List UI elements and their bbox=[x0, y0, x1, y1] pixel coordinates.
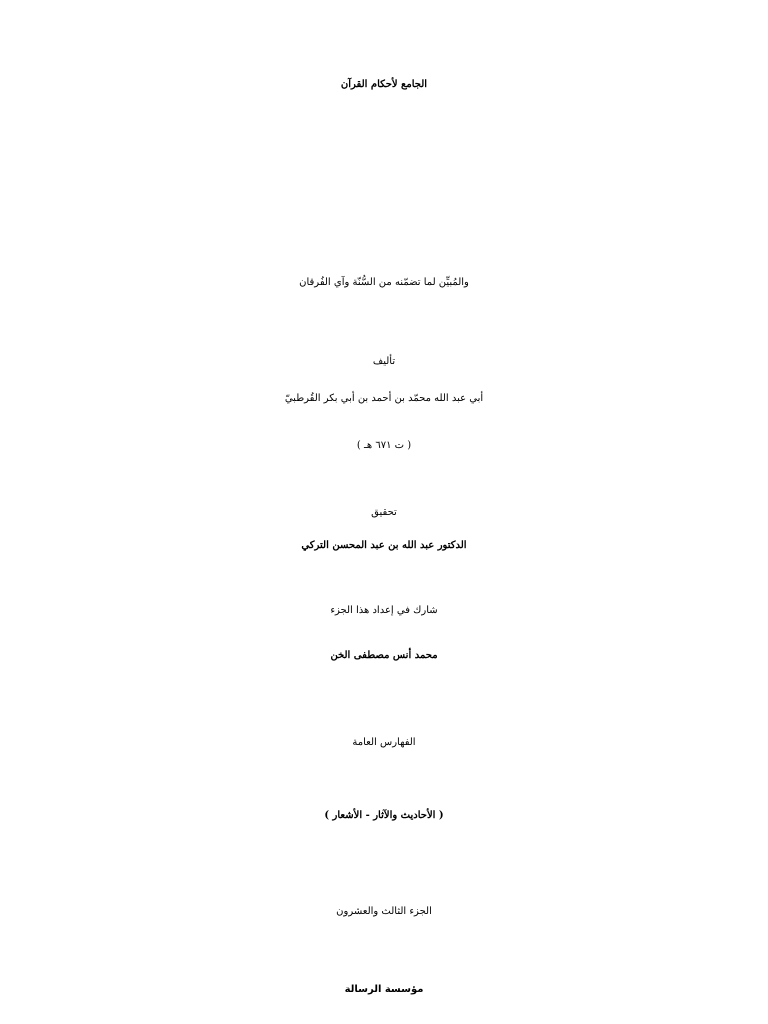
section-title: الفهارس العامة bbox=[352, 737, 416, 748]
contributor-name: محمد أنس مصطفى الخن bbox=[330, 650, 438, 661]
authored-by-label: تأليف bbox=[372, 356, 396, 367]
author-name: أبي عبد الله محمّد بن أحمد بن أبي بكر القُرطبيّ bbox=[284, 393, 484, 404]
author-death-date: ( ت ٦٧١ هـ ) bbox=[356, 440, 412, 451]
publisher-name: مؤسسة الرسالة bbox=[344, 984, 424, 995]
editing-label: تحقيق bbox=[371, 507, 397, 518]
contributor-label: شارك في إعداد هذا الجزء bbox=[330, 605, 438, 616]
editor-name: الدكتور عبد الله بن عبد المحسن التركي bbox=[301, 540, 467, 551]
book-subtitle: والمُبيِّن لما تضمّنه من السُّنّة وآي الفُرقان bbox=[299, 277, 469, 288]
section-contents: ( الأحاديث والآثار - الأشعار ) bbox=[324, 810, 444, 821]
book-title: الجامع لأحكام القرآن bbox=[340, 79, 428, 90]
volume-number: الجزء الثالث والعشرون bbox=[336, 906, 432, 917]
